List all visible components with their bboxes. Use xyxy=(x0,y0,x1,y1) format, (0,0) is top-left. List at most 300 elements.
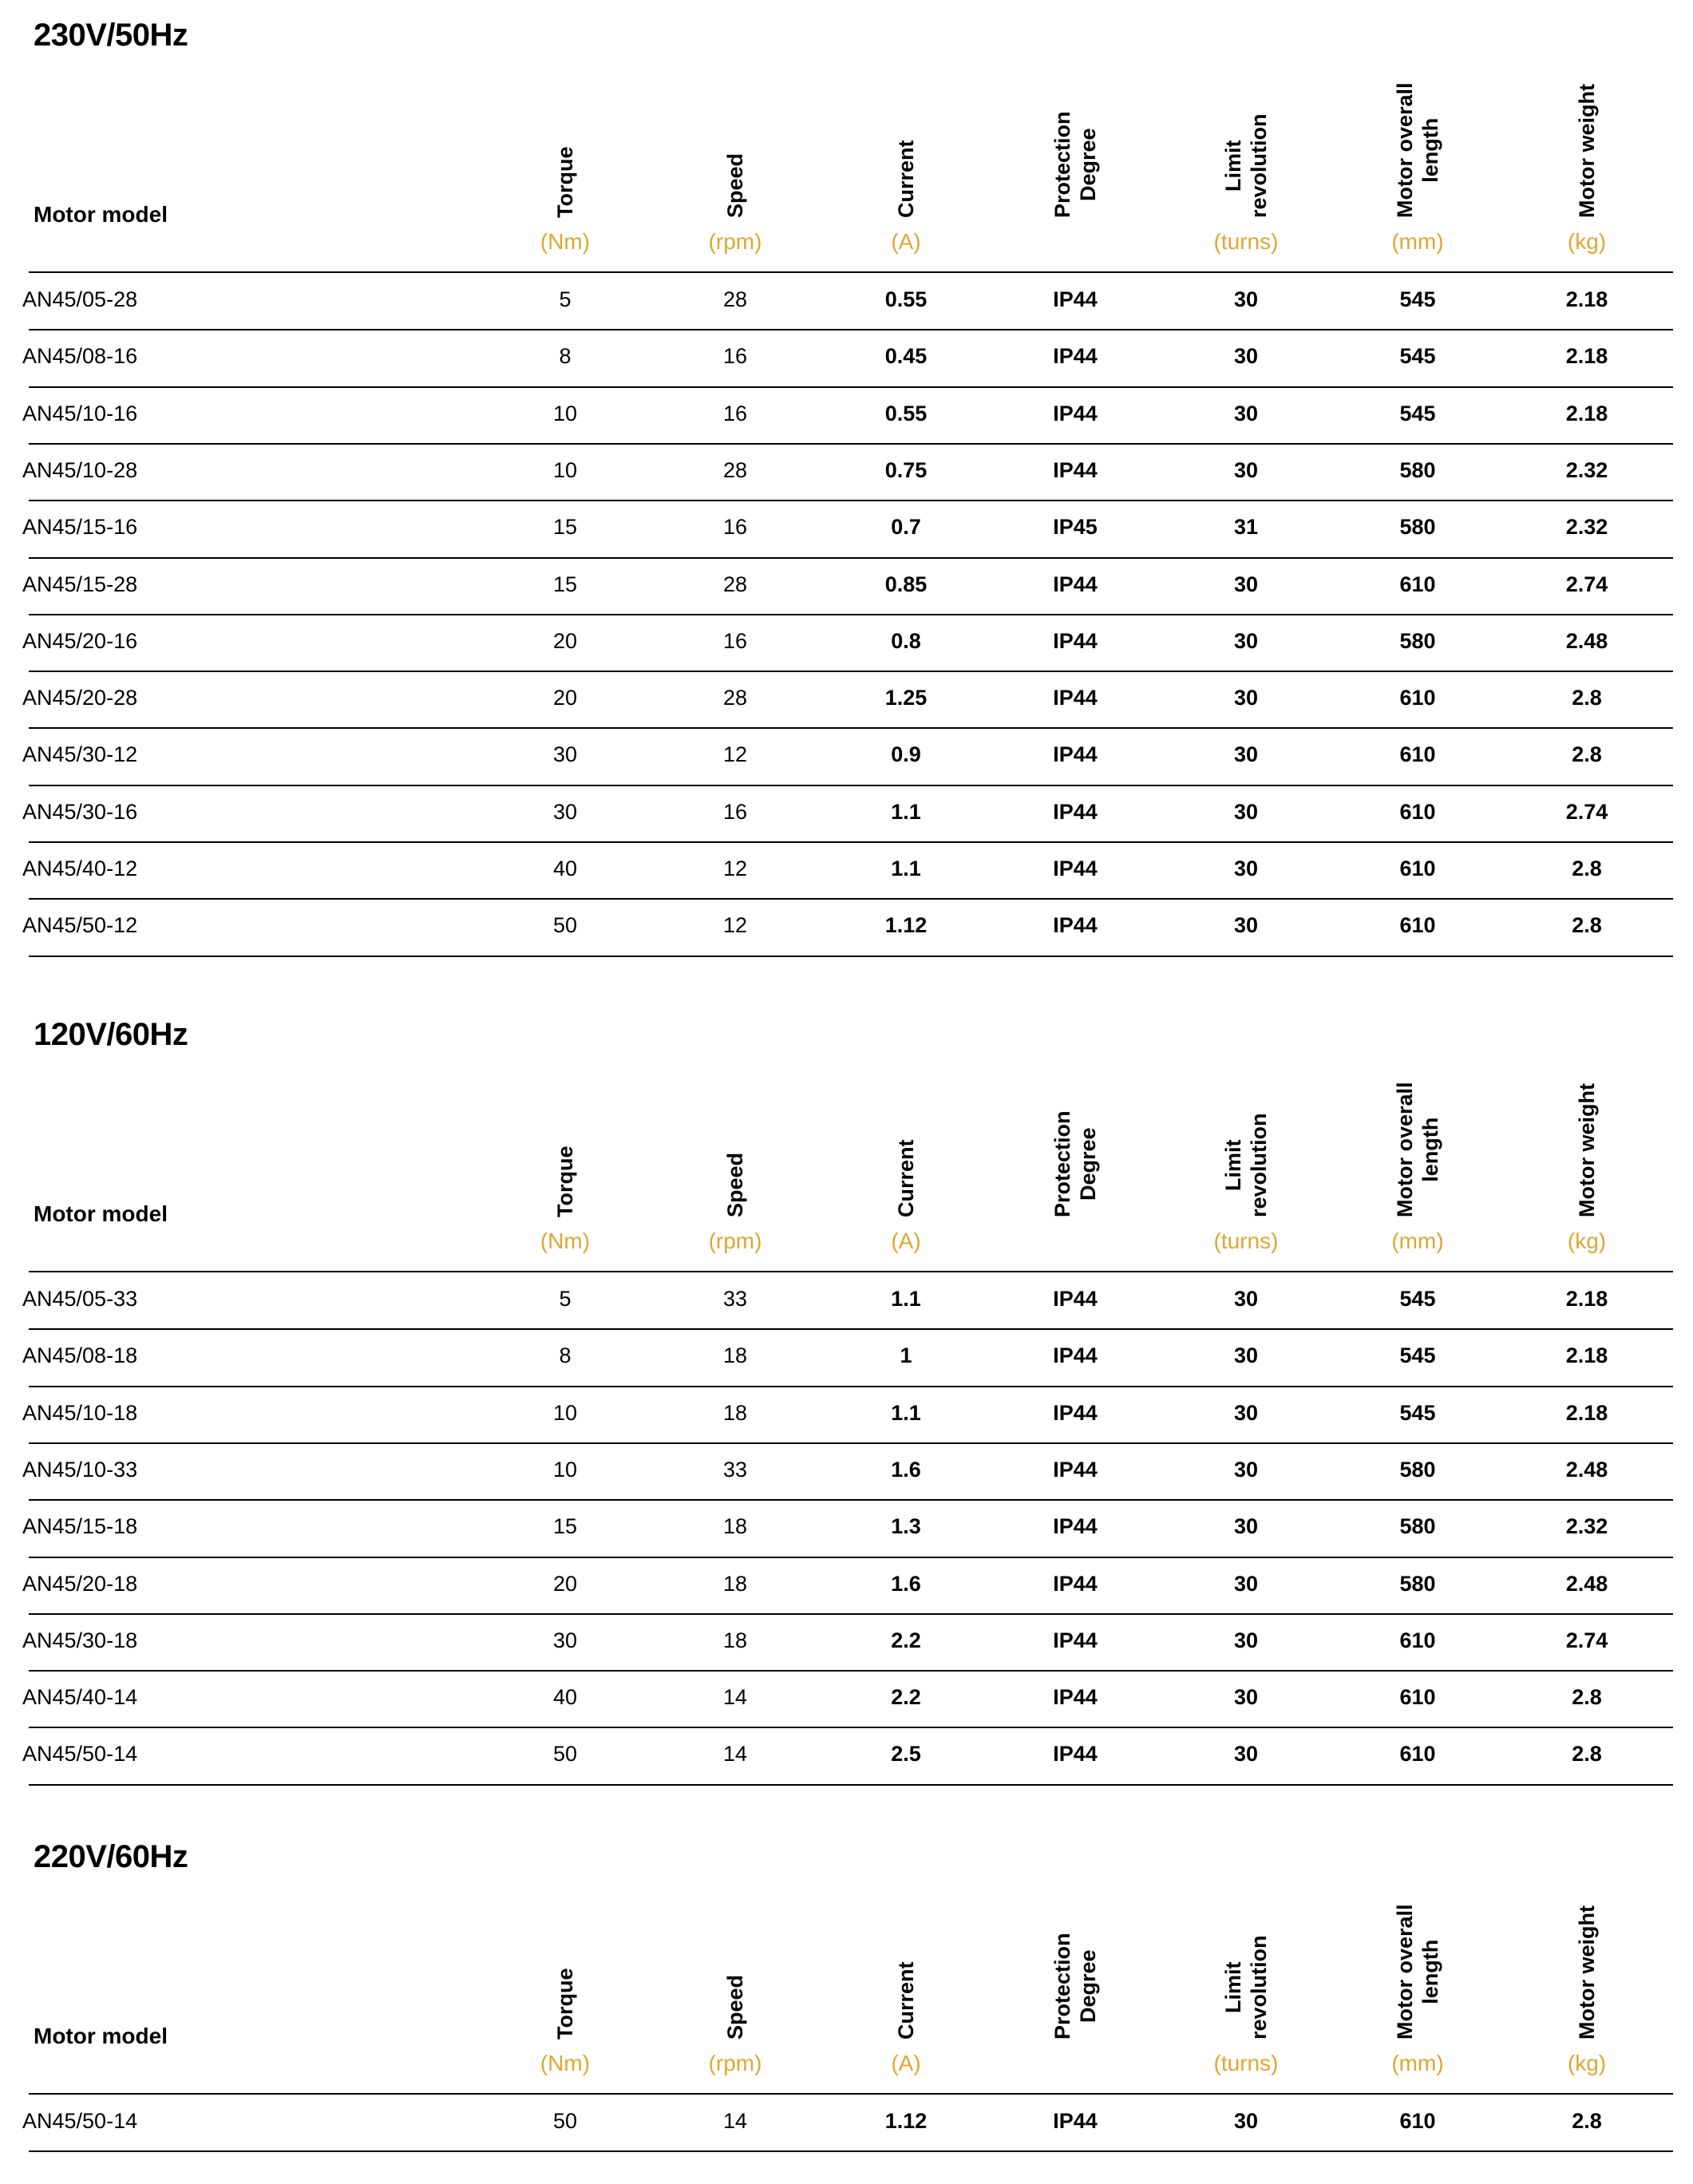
column-label xyxy=(1574,1905,1600,2040)
cell-value: 0.45 xyxy=(884,344,928,369)
column-unit: (Nm) xyxy=(540,2051,591,2075)
column-header xyxy=(826,76,986,259)
table-row xyxy=(0,387,1693,443)
column-label-line: Current xyxy=(894,1139,918,1217)
column-label xyxy=(1050,1933,1101,2040)
cell-value: 30 xyxy=(1233,1457,1259,1482)
cell-value: 1.25 xyxy=(884,686,928,710)
table-row xyxy=(0,558,1693,614)
column-label-wrap xyxy=(1507,58,1667,218)
column-header xyxy=(1507,1075,1667,1259)
column-label-wrap xyxy=(995,58,1155,218)
column-label-wrap xyxy=(826,58,986,218)
cell-value: 580 xyxy=(1399,1514,1436,1539)
cell-value: 580 xyxy=(1399,1457,1436,1482)
cell-value: 14 xyxy=(722,1742,748,1767)
cell-motor-model: AN45/10-33 xyxy=(22,1457,138,1482)
cell-value: IP44 xyxy=(1053,1287,1098,1311)
cell-value: 8 xyxy=(559,1343,572,1368)
cell-value: 2.5 xyxy=(891,1742,921,1767)
table-row xyxy=(0,1329,1693,1385)
column-header xyxy=(1507,76,1667,259)
section-title: 120V/60Hz xyxy=(34,1017,188,1052)
cell-value: 16 xyxy=(722,628,748,653)
cell-value: 1 xyxy=(900,1343,912,1368)
cell-value: 16 xyxy=(722,515,748,540)
column-label xyxy=(552,147,578,219)
section-title: 230V/50Hz xyxy=(34,18,188,53)
cell-value: 30 xyxy=(1233,742,1259,767)
cell-value: 10 xyxy=(552,457,578,482)
cell-motor-model: AN45/15-18 xyxy=(22,1514,138,1539)
column-label-wrap xyxy=(995,1880,1155,2040)
column-label xyxy=(1574,84,1600,218)
table-row xyxy=(0,1387,1693,1442)
column-label xyxy=(1392,82,1443,218)
column-label-line: Motor overall xyxy=(1393,82,1417,218)
cell-motor-model: AN45/30-12 xyxy=(22,742,138,767)
cell-motor-model: AN45/40-12 xyxy=(22,857,138,880)
column-label xyxy=(1574,1083,1600,1217)
cell-value: 2.8 xyxy=(1572,1685,1602,1710)
spec-section xyxy=(0,1822,1693,2142)
cell-value: 50 xyxy=(552,1742,578,1767)
column-unit: (turns) xyxy=(1213,2051,1279,2075)
cell-value: 50 xyxy=(552,913,578,938)
cell-value: IP44 xyxy=(1053,857,1098,880)
column-label-wrap xyxy=(1507,1058,1667,1217)
column-label-line: Degree xyxy=(1076,1949,1100,2024)
cell-value: IP44 xyxy=(1053,572,1098,596)
cell-value: 30 xyxy=(1233,1742,1259,1767)
cell-value: 15 xyxy=(552,572,578,596)
cell-value: 2.32 xyxy=(1565,515,1608,540)
column-label xyxy=(1220,1935,1272,2040)
cell-value: 2.8 xyxy=(1572,2109,1602,2133)
cell-value: 0.75 xyxy=(884,457,928,482)
cell-value: 0.85 xyxy=(884,572,928,596)
cell-value: IP44 xyxy=(1053,742,1098,767)
column-label-wrap xyxy=(1338,58,1497,218)
column-header xyxy=(826,1075,986,1259)
cell-motor-model: AN45/50-14 xyxy=(22,1742,138,1767)
cell-value: 2.32 xyxy=(1565,457,1608,482)
column-label-wrap xyxy=(485,1058,645,1217)
cell-value: 16 xyxy=(722,344,748,369)
cell-value: 1.6 xyxy=(891,1457,921,1482)
column-unit: (A) xyxy=(891,1228,921,1253)
column-header xyxy=(995,76,1155,259)
cell-value: 33 xyxy=(722,1287,748,1311)
column-unit: (Nm) xyxy=(540,229,591,254)
column-label-line: length xyxy=(1418,1117,1442,1182)
column-unit: (kg) xyxy=(1567,229,1607,254)
column-unit: (kg) xyxy=(1567,1228,1607,1253)
column-unit: (rpm) xyxy=(708,229,762,254)
row-rule xyxy=(29,956,1673,957)
cell-value: 18 xyxy=(722,1571,748,1596)
column-label-line: Speed xyxy=(723,152,747,218)
cell-motor-model: AN45/10-28 xyxy=(22,457,138,482)
cell-motor-model: AN45/20-16 xyxy=(22,628,138,653)
cell-value: 30 xyxy=(1233,1287,1259,1311)
column-label-wrap xyxy=(826,1880,986,2040)
cell-value: 30 xyxy=(1233,913,1259,938)
cell-value: 545 xyxy=(1399,401,1436,425)
column-label xyxy=(552,1968,578,2040)
column-header xyxy=(655,76,815,259)
cell-value: 30 xyxy=(1233,1685,1259,1710)
row-rule xyxy=(29,1784,1673,1786)
table-row xyxy=(0,1272,1693,1328)
cell-value: 610 xyxy=(1399,913,1436,938)
column-label-wrap xyxy=(826,1058,986,1217)
column-label xyxy=(893,140,919,218)
column-label-line: Protection xyxy=(1050,1933,1074,2040)
column-label xyxy=(1050,111,1101,218)
column-label-line: Torque xyxy=(553,146,577,218)
cell-value: 28 xyxy=(722,457,748,482)
column-header xyxy=(485,1075,645,1259)
cell-value: 10 xyxy=(552,1400,578,1425)
cell-value: 30 xyxy=(1233,857,1259,880)
column-label xyxy=(722,153,748,218)
table-row xyxy=(0,1500,1693,1556)
cell-value: 545 xyxy=(1399,1343,1436,1368)
cell-value: 610 xyxy=(1399,686,1436,710)
cell-value: 0.55 xyxy=(884,287,928,311)
cell-value: 1.12 xyxy=(884,2109,928,2133)
spec-section xyxy=(0,0,1693,947)
cell-value: IP44 xyxy=(1053,1514,1098,1539)
column-header xyxy=(485,1897,645,2081)
column-unit: (turns) xyxy=(1213,229,1279,254)
cell-motor-model: AN45/10-18 xyxy=(22,1400,138,1425)
column-label-line: Limit xyxy=(1221,140,1245,192)
column-unit: (kg) xyxy=(1567,2051,1607,2075)
column-header xyxy=(1166,76,1326,259)
cell-motor-model: AN45/30-16 xyxy=(22,799,138,824)
cell-value: 2.18 xyxy=(1565,1287,1608,1311)
column-label-wrap xyxy=(655,58,815,218)
cell-motor-model: AN45/10-16 xyxy=(22,401,138,425)
column-label-line: Degree xyxy=(1076,128,1100,202)
table-row xyxy=(0,1727,1693,1783)
motor-model-header: Motor model xyxy=(34,1201,168,1226)
table-row xyxy=(0,1614,1693,1670)
column-label xyxy=(1392,1904,1443,2040)
cell-motor-model: AN45/20-28 xyxy=(22,686,138,710)
column-label-line: Motor overall xyxy=(1393,1082,1417,1217)
cell-value: 1.1 xyxy=(891,1400,921,1425)
cell-value: 2.74 xyxy=(1565,1628,1608,1652)
cell-value: 2.18 xyxy=(1565,344,1608,369)
cell-value: 12 xyxy=(722,913,748,938)
cell-value: 2.8 xyxy=(1572,686,1602,710)
cell-value: 20 xyxy=(552,1571,578,1596)
cell-value: 30 xyxy=(1233,457,1259,482)
cell-value: IP45 xyxy=(1053,515,1098,540)
row-rule xyxy=(29,2150,1673,2152)
cell-value: 30 xyxy=(552,1628,578,1652)
column-label xyxy=(552,1146,578,1218)
column-unit: (turns) xyxy=(1213,1228,1279,1253)
cell-value: 1.12 xyxy=(884,913,928,938)
cell-value: 12 xyxy=(722,857,748,880)
column-label xyxy=(722,1153,748,1217)
column-label-line: Motor overall xyxy=(1393,1904,1417,2040)
cell-value: IP44 xyxy=(1053,628,1098,653)
cell-value: 610 xyxy=(1399,572,1436,596)
column-label-wrap xyxy=(1166,58,1326,218)
cell-value: IP44 xyxy=(1053,287,1098,311)
cell-value: 30 xyxy=(1233,2109,1259,2133)
column-label-line: Torque xyxy=(553,1968,577,2040)
cell-value: 580 xyxy=(1399,1571,1436,1596)
cell-value: 40 xyxy=(552,857,578,880)
column-header xyxy=(1338,1075,1497,1259)
column-header xyxy=(1166,1897,1326,2081)
cell-value: IP44 xyxy=(1053,2109,1098,2133)
cell-motor-model: AN45/20-18 xyxy=(22,1571,138,1596)
cell-value: 30 xyxy=(1233,572,1259,596)
column-label-line: Limit xyxy=(1221,1961,1245,2013)
column-label-wrap xyxy=(485,1880,645,2040)
column-unit: (mm) xyxy=(1391,229,1444,254)
cell-value: 545 xyxy=(1399,1287,1436,1311)
table-row xyxy=(0,330,1693,386)
column-label xyxy=(1050,1110,1101,1217)
cell-value: 30 xyxy=(1233,1571,1259,1596)
cell-value: 5 xyxy=(559,1287,572,1311)
column-label xyxy=(1392,1082,1443,1217)
cell-value: 20 xyxy=(552,628,578,653)
cell-value: 16 xyxy=(722,799,748,824)
cell-motor-model: AN45/08-18 xyxy=(22,1343,138,1368)
column-header xyxy=(485,76,645,259)
cell-value: 18 xyxy=(722,1628,748,1652)
column-header xyxy=(1166,1075,1326,1259)
cell-value: 14 xyxy=(722,1685,748,1710)
column-label-wrap xyxy=(485,58,645,218)
cell-motor-model: AN45/50-14 xyxy=(22,2109,138,2133)
cell-value: IP44 xyxy=(1053,401,1098,425)
table-row xyxy=(0,671,1693,727)
table-row xyxy=(0,1443,1693,1499)
cell-value: 1.6 xyxy=(891,1571,921,1596)
cell-value: 2.18 xyxy=(1565,287,1608,311)
cell-value: 580 xyxy=(1399,457,1436,482)
column-unit: (mm) xyxy=(1391,1228,1444,1253)
table-row xyxy=(0,1557,1693,1613)
column-label-line: Speed xyxy=(723,1974,747,2040)
table-row xyxy=(0,1671,1693,1727)
column-label-wrap xyxy=(995,1058,1155,1217)
column-label xyxy=(893,1961,919,2040)
cell-motor-model: AN45/15-28 xyxy=(22,572,138,596)
cell-motor-model: AN45/40-14 xyxy=(22,1685,138,1710)
cell-value: 2.74 xyxy=(1565,572,1608,596)
cell-motor-model: AN45/50-12 xyxy=(22,913,138,938)
cell-value: 30 xyxy=(552,799,578,824)
column-label-wrap xyxy=(655,1058,815,1217)
cell-value: 610 xyxy=(1399,799,1436,824)
table-header xyxy=(0,1075,1693,1267)
cell-value: 2.48 xyxy=(1565,1457,1608,1482)
cell-value: 2.18 xyxy=(1565,1343,1608,1368)
cell-value: 30 xyxy=(1233,628,1259,653)
cell-value: 18 xyxy=(722,1400,748,1425)
cell-value: 30 xyxy=(1233,1628,1259,1652)
cell-motor-model: AN45/05-28 xyxy=(22,287,138,311)
cell-motor-model: AN45/05-33 xyxy=(22,1287,138,1311)
column-header xyxy=(1338,1897,1497,2081)
cell-value: 10 xyxy=(552,401,578,425)
cell-value: 30 xyxy=(1233,799,1259,824)
column-label-wrap xyxy=(1338,1058,1497,1217)
cell-value: 28 xyxy=(722,287,748,311)
column-label-line: length xyxy=(1418,117,1442,183)
cell-value: 545 xyxy=(1399,344,1436,369)
cell-motor-model: AN45/08-16 xyxy=(22,344,138,369)
cell-value: 12 xyxy=(722,742,748,767)
cell-value: 610 xyxy=(1399,742,1436,767)
cell-value: 2.74 xyxy=(1565,799,1608,824)
table-row xyxy=(0,273,1693,329)
cell-value: 14 xyxy=(722,2109,748,2133)
column-label-line: Protection xyxy=(1050,111,1074,218)
column-unit: (Nm) xyxy=(540,1228,591,1253)
cell-value: 2.18 xyxy=(1565,1400,1608,1425)
column-label-wrap xyxy=(655,1880,815,2040)
cell-value: IP44 xyxy=(1053,457,1098,482)
table-header xyxy=(0,1897,1693,2089)
spec-section xyxy=(0,999,1693,1775)
table-row xyxy=(0,615,1693,671)
motor-model-header: Motor model xyxy=(34,2024,168,2048)
column-label-line: Current xyxy=(894,1961,918,2040)
cell-value: 30 xyxy=(1233,686,1259,710)
column-label-line: Motor weight xyxy=(1575,1083,1599,1217)
column-label-line: Current xyxy=(894,140,918,218)
column-unit: (rpm) xyxy=(708,1228,762,1253)
cell-value: 2.18 xyxy=(1565,401,1608,425)
cell-motor-model: AN45/15-16 xyxy=(22,515,138,540)
cell-value: 610 xyxy=(1399,1628,1436,1652)
cell-value: 28 xyxy=(722,572,748,596)
column-unit: (rpm) xyxy=(708,2051,762,2075)
cell-value: 0.7 xyxy=(891,515,921,540)
cell-value: 580 xyxy=(1399,628,1436,653)
cell-value: 2.48 xyxy=(1565,628,1608,653)
cell-value: 15 xyxy=(552,515,578,540)
cell-value: 2.2 xyxy=(891,1685,921,1710)
cell-value: 30 xyxy=(1233,401,1259,425)
cell-value: 610 xyxy=(1399,857,1436,880)
column-label-line: Torque xyxy=(553,1145,577,1217)
cell-value: IP44 xyxy=(1053,686,1098,710)
column-label-wrap xyxy=(1507,1880,1667,2040)
column-header xyxy=(826,1897,986,2081)
column-header xyxy=(995,1897,1155,2081)
column-label-line: Protection xyxy=(1050,1110,1074,1217)
cell-value: 8 xyxy=(559,344,572,369)
column-label-line: Limit xyxy=(1221,1139,1245,1191)
cell-value: 610 xyxy=(1399,1685,1436,1710)
table-header xyxy=(0,76,1693,267)
cell-value: 0.55 xyxy=(884,401,928,425)
cell-value: 580 xyxy=(1399,515,1436,540)
cell-value: 20 xyxy=(552,686,578,710)
column-label xyxy=(1220,1113,1272,1217)
cell-value: 2.8 xyxy=(1572,1742,1602,1767)
column-label-wrap xyxy=(1166,1880,1326,2040)
cell-value: 2.8 xyxy=(1572,857,1602,880)
column-label xyxy=(722,1975,748,2040)
cell-value: IP44 xyxy=(1053,344,1098,369)
cell-value: 5 xyxy=(559,287,572,311)
column-label-line: revolution xyxy=(1247,1935,1271,2040)
cell-value: 545 xyxy=(1399,1400,1436,1425)
table-row xyxy=(0,500,1693,556)
motor-model-header: Motor model xyxy=(34,202,168,227)
table-row xyxy=(0,785,1693,841)
column-label-line: length xyxy=(1418,1939,1442,2004)
cell-value: IP44 xyxy=(1053,1742,1098,1767)
cell-value: 40 xyxy=(552,1685,578,1710)
column-header xyxy=(1507,1897,1667,2081)
cell-value: IP44 xyxy=(1053,1400,1098,1425)
cell-value: IP44 xyxy=(1053,1457,1098,1482)
cell-value: 1.3 xyxy=(891,1514,921,1539)
cell-value: 31 xyxy=(1233,515,1259,540)
column-header xyxy=(1338,76,1497,259)
column-unit: (A) xyxy=(891,2051,921,2075)
table-row xyxy=(0,728,1693,784)
cell-value: 2.8 xyxy=(1572,913,1602,938)
cell-value: 30 xyxy=(1233,1514,1259,1539)
cell-value: IP44 xyxy=(1053,1628,1098,1652)
cell-value: 30 xyxy=(1233,1343,1259,1368)
table-row xyxy=(0,899,1693,955)
cell-value: 610 xyxy=(1399,2109,1436,2133)
cell-value: 545 xyxy=(1399,287,1436,311)
column-header xyxy=(655,1075,815,1259)
cell-value: IP44 xyxy=(1053,1343,1098,1368)
cell-value: 610 xyxy=(1399,1742,1436,1767)
cell-value: 30 xyxy=(1233,1400,1259,1425)
cell-value: 33 xyxy=(722,1457,748,1482)
cell-value: 2.32 xyxy=(1565,1514,1608,1539)
cell-value: 1.1 xyxy=(891,799,921,824)
cell-value: IP44 xyxy=(1053,913,1098,938)
table-row xyxy=(0,2095,1693,2150)
column-label-line: Speed xyxy=(723,1152,747,1217)
cell-value: 1.1 xyxy=(891,1287,921,1311)
cell-value: IP44 xyxy=(1053,1685,1098,1710)
column-header xyxy=(655,1897,815,2081)
column-label-line: revolution xyxy=(1247,113,1271,218)
column-label-wrap xyxy=(1166,1058,1326,1217)
cell-value: 2.48 xyxy=(1565,1571,1608,1596)
cell-value: 0.8 xyxy=(891,628,921,653)
column-header xyxy=(995,1075,1155,1259)
column-label-line: revolution xyxy=(1247,1113,1271,1217)
column-label-line: Degree xyxy=(1076,1127,1100,1201)
section-title: 220V/60Hz xyxy=(34,1839,188,1874)
cell-value: 2.2 xyxy=(891,1628,921,1652)
cell-motor-model: AN45/30-18 xyxy=(22,1628,138,1652)
